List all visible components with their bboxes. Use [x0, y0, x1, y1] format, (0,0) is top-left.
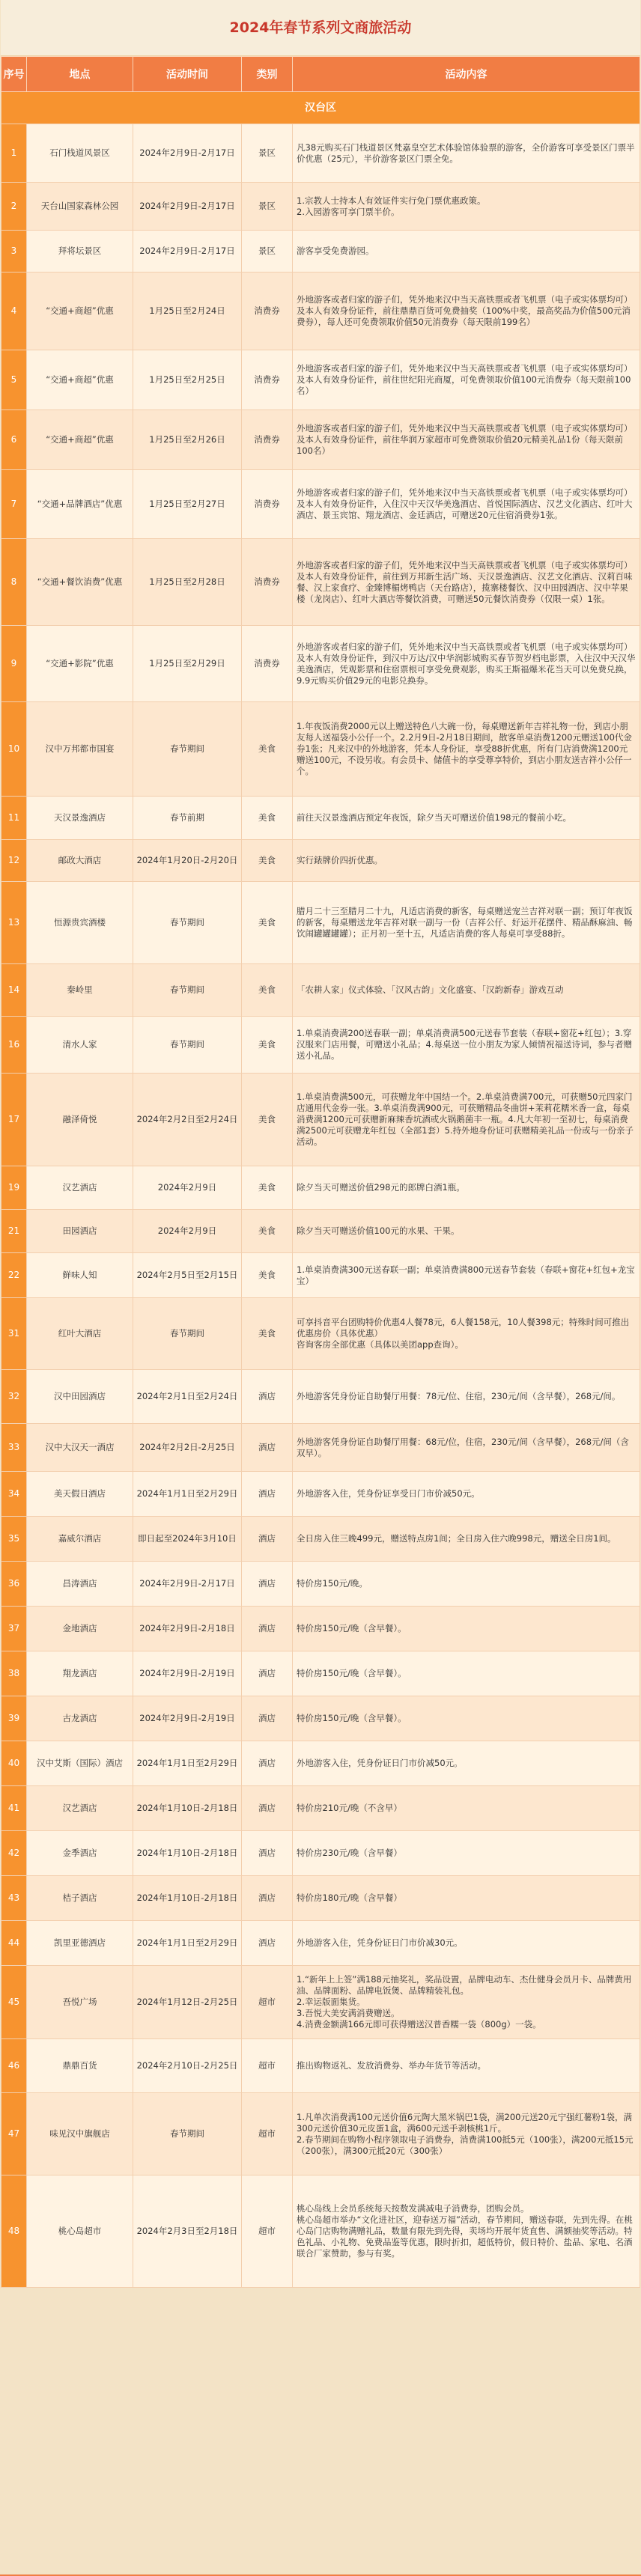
row-category: 超市 [242, 1966, 293, 2039]
header-time: 活动时间 [133, 57, 242, 92]
row-category: 美食 [242, 1210, 293, 1253]
row-time: 春节期间 [133, 1298, 242, 1370]
row-category: 美食 [242, 1166, 293, 1210]
row-place: 秦岭里 [27, 964, 133, 1017]
row-place: 邮政大酒店 [27, 840, 133, 882]
row-time: 春节期间 [133, 2093, 242, 2175]
row-place: 昌涛酒店 [27, 1562, 133, 1607]
row-place: 桔子酒店 [27, 1876, 133, 1921]
table-row [1, 1831, 640, 1876]
row-time: 2024年2月9日-2月17日 [133, 124, 242, 183]
table-row [1, 1517, 640, 1562]
row-place: 古龙酒店 [27, 1696, 133, 1741]
row-content: 推出购物返礼、发放消费券、举办年货节等活动。 [293, 2039, 640, 2093]
table-row [1, 183, 640, 231]
activity-table [1, 56, 640, 2288]
region-name: 汉台区 [1, 92, 640, 124]
row-number: 38 [1, 1651, 27, 1696]
row-number: 46 [1, 2039, 27, 2093]
row-content: 除夕当天可赠送价值298元的郎牌白酒1瓶。 [293, 1166, 640, 1210]
row-number: 37 [1, 1607, 27, 1651]
row-number: 5 [1, 350, 27, 410]
row-time: 春节期间 [133, 964, 242, 1017]
row-time: 2024年1月1日至2月29日 [133, 1741, 242, 1786]
table-row [1, 840, 640, 882]
row-place: 吾悦广场 [27, 1966, 133, 2039]
row-category: 美食 [242, 702, 293, 797]
table-row [1, 410, 640, 470]
row-place: 美天假日酒店 [27, 1472, 133, 1517]
row-category: 消费券 [242, 272, 293, 350]
row-place: 天汉景逸酒店 [27, 797, 133, 840]
row-category: 消费券 [242, 410, 293, 470]
row-number: 4 [1, 272, 27, 350]
row-number: 42 [1, 1831, 27, 1876]
row-time: 春节期间 [133, 1017, 242, 1074]
table-row [1, 1786, 640, 1831]
table-row [1, 539, 640, 626]
row-time: 1月25日至2月27日 [133, 470, 242, 539]
row-category: 消费券 [242, 470, 293, 539]
row-time: 1月25日至2月29日 [133, 626, 242, 702]
row-number: 16 [1, 1017, 27, 1074]
row-content: 外地游客入住，凭身份证日门市价减50元。 [293, 1741, 640, 1786]
row-time: 2024年2月1日至2月24日 [133, 1370, 242, 1424]
row-place: 天台山国家森林公园 [27, 183, 133, 231]
row-place: 汉中万邦都市国宴 [27, 702, 133, 797]
row-content: 特价房150元/晚（含早餐）。 [293, 1696, 640, 1741]
row-category: 超市 [242, 2175, 293, 2288]
row-category: 美食 [242, 840, 293, 882]
row-number: 13 [1, 882, 27, 964]
row-place: 清水人家 [27, 1017, 133, 1074]
row-category: 酒店 [242, 1786, 293, 1831]
table-row [1, 964, 640, 1017]
row-time: 1月25日至2月25日 [133, 350, 242, 410]
table-row [1, 350, 640, 410]
table-row [1, 124, 640, 183]
row-number: 3 [1, 231, 27, 272]
row-place: 味见汉中旗舰店 [27, 2093, 133, 2175]
row-number: 45 [1, 1966, 27, 2039]
row-time: 2024年2月9日 [133, 1210, 242, 1253]
row-content: 特价房150元/晚。 [293, 1562, 640, 1607]
row-content: 凡38元购买石门栈道景区梵嘉皇空艺术体验馆体验票的游客，全价游客可享受景区门票半价优惠（25元），半价游客景区门票全免。 [293, 124, 640, 183]
row-time: 2024年1月10日-2月18日 [133, 1786, 242, 1831]
row-number: 44 [1, 1921, 27, 1966]
table-row [1, 702, 640, 797]
row-time: 2024年2月10日-2月25日 [133, 2039, 242, 2093]
row-category: 酒店 [242, 1370, 293, 1424]
row-category: 景区 [242, 183, 293, 231]
row-place: 鼎鼎百货 [27, 2039, 133, 2093]
table-row [1, 470, 640, 539]
row-place: “交通+影院”优惠 [27, 626, 133, 702]
row-number: 48 [1, 2175, 27, 2288]
table-row [1, 1298, 640, 1370]
row-category: 景区 [242, 124, 293, 183]
row-time: 2024年2月9日-2月19日 [133, 1696, 242, 1741]
row-content: 1.单桌消费满200送春联一副；单桌消费满500元送春节套装（春联+窗花+红包）；3.穿汉服来门店用餐，可赠送小礼品；4.每桌送一位小朋友为家人倾情祝福送诗词，参与者赠送小礼品。 [293, 1017, 640, 1074]
row-category: 酒店 [242, 1921, 293, 1966]
header-place: 地点 [27, 57, 133, 92]
row-category: 美食 [242, 882, 293, 964]
row-category: 美食 [242, 797, 293, 840]
row-content: 外地游客或者归家的游子们，凭外地来汉中当天高铁票或者飞机票（电子或实体票均可）及本人有效身份证件，前往到万邦新生活广场、天汉景逸酒店、汉艺文化酒店、汉莉百味餐、汉上家食疗、金臻博楣烤鸭店（天台路店），揽寨楼餐饮、汉中田园酒店、汉中苹果楼（龙岗店）、红叶大酒店等餐饮消费，可赠送50元餐饮消费券（仅限一桌）1张。 [293, 539, 640, 626]
row-time: 2024年1月1日至2月29日 [133, 1472, 242, 1517]
table-row [1, 1921, 640, 1966]
row-time: 1月25日至2月26日 [133, 410, 242, 470]
row-content: 前往天汉景逸酒店预定年夜饭，除夕当天可赠送价值198元的餐前小吃。 [293, 797, 640, 840]
row-content: 特价房150元/晚（含早餐）。 [293, 1651, 640, 1696]
page-title: 2024年春节系列文商旅活动 [1, 0, 640, 56]
table-row [1, 1966, 640, 2039]
table-row [1, 1562, 640, 1607]
row-place: 汉中田园酒店 [27, 1370, 133, 1424]
table-row [1, 1876, 640, 1921]
header-content: 活动内容 [293, 57, 640, 92]
row-category: 酒店 [242, 1607, 293, 1651]
row-number: 6 [1, 410, 27, 470]
row-place: 田园酒店 [27, 1210, 133, 1253]
row-number: 39 [1, 1696, 27, 1741]
row-place: 翔龙酒店 [27, 1651, 133, 1696]
row-place: 红叶大酒店 [27, 1298, 133, 1370]
row-content: 外地游客或者归家的游子们，凭外地来汉中当天高铁票或者飞机票（电子或实体票均可）及本人有效身份证件，前往鼎鼎百货可免费抽奖（100%中奖，最高奖品为价值500元消费券），每人还可免费领取价值50元消费券（每天限前199名） [293, 272, 640, 350]
table-row [1, 1370, 640, 1424]
row-time: 春节前期 [133, 797, 242, 840]
row-place: “交通+商超”优惠 [27, 410, 133, 470]
row-time: 2024年2月9日-2月18日 [133, 1607, 242, 1651]
row-number: 12 [1, 840, 27, 882]
row-time: 2024年1月20日-2月20日 [133, 840, 242, 882]
row-number: 41 [1, 1786, 27, 1831]
row-place: “交通+品牌酒店”优惠 [27, 470, 133, 539]
row-category: 消费券 [242, 626, 293, 702]
row-time: 1月25日至2月28日 [133, 539, 242, 626]
row-time: 2024年2月9日-2月17日 [133, 183, 242, 231]
row-category: 景区 [242, 231, 293, 272]
row-time: 2024年2月9日-2月17日 [133, 231, 242, 272]
row-content: 除夕当天可赠送价值100元的水果、干果。 [293, 1210, 640, 1253]
table-row [1, 1472, 640, 1517]
row-place: 鲜味人知 [27, 1253, 133, 1298]
row-number: 17 [1, 1074, 27, 1166]
table-row [1, 2039, 640, 2093]
row-place: 桃心岛超市 [27, 2175, 133, 2288]
row-place: 汉中艾斯（国际）酒店 [27, 1741, 133, 1786]
table-row [1, 1607, 640, 1651]
row-number: 10 [1, 702, 27, 797]
row-category: 酒店 [242, 1517, 293, 1562]
row-category: 超市 [242, 2039, 293, 2093]
table-row [1, 1741, 640, 1786]
row-place: 汉艺酒店 [27, 1786, 133, 1831]
row-place: 凯里亚德酒店 [27, 1921, 133, 1966]
row-place: 恒源贵宾酒楼 [27, 882, 133, 964]
row-time: 2024年1月1日至2月29日 [133, 1921, 242, 1966]
row-number: 9 [1, 626, 27, 702]
row-place: 汉艺酒店 [27, 1166, 133, 1210]
row-time: 2024年2月2日-2月25日 [133, 1424, 242, 1472]
table-row [1, 1074, 640, 1166]
row-number: 31 [1, 1298, 27, 1370]
row-content: 外地游客凭身份证自助餐厅用餐：78元/位、住宿，230元/间（含早餐），268元/间。 [293, 1370, 640, 1424]
table-row [1, 272, 640, 350]
row-content: 1.单桌消费满500元，可获赠龙年中国结一个。2.单桌消费满700元，可获赠50元四家门店通用代金券一张。3.单桌消费满900元，可获赠精品冬曲饼+茉莉花糯米香一盒，每桌消费满1200元可获赠新麻辣香坑酒或火锅鹅菌丰一瓶。4.凡大年初一至初七，每桌消费满2500元可获赠龙年红包（全部1套）5.持外地身份证可获赠精美礼品一份或与一份亲子活动。 [293, 1074, 640, 1166]
row-category: 超市 [242, 2093, 293, 2175]
row-content: 外地游客或者归家的游子们，凭外地来汉中当天高铁票或者飞机票（电子或实体票均可）及本人有效身份证件，前往世纪阳光商厦，可免费领取价值100元消费券（每天限前100名） [293, 350, 640, 410]
row-category: 消费券 [242, 539, 293, 626]
row-place: 金地酒店 [27, 1607, 133, 1651]
row-place: “交通+商超”优惠 [27, 272, 133, 350]
row-category: 美食 [242, 1298, 293, 1370]
table-row [1, 1253, 640, 1298]
row-category: 酒店 [242, 1696, 293, 1741]
row-category: 酒店 [242, 1562, 293, 1607]
table-row [1, 1651, 640, 1696]
table-row [1, 1166, 640, 1210]
row-time: 2024年2月5日至2月15日 [133, 1253, 242, 1298]
table-row [1, 1017, 640, 1074]
row-number: 1 [1, 124, 27, 183]
row-content: 腊月二十三至腊月二十九，凡适店消费的新客，每桌赠送宠兰吉祥对联一副；预订年夜饭的新客，每桌赠送龙年吉祥对联一副与一份（吉祥公仔、好运开花摆件、精品酥麻油、畅饮闹罐罐罐罐）；正月初一至十五，凡适店消费的客人每桌可享受88折。 [293, 882, 640, 964]
region-row [1, 92, 640, 124]
row-time: 2024年2月9日-2月17日 [133, 1562, 242, 1607]
row-number: 34 [1, 1472, 27, 1517]
row-time: 2024年1月12日-2月25日 [133, 1966, 242, 2039]
row-time: 春节期间 [133, 702, 242, 797]
row-content: 全日房入住三晚499元，赠送特点房1间；全日房入住六晚998元，赠送全日房1间。 [293, 1517, 640, 1562]
row-content: 特价房210元/晚（不含早） [293, 1786, 640, 1831]
row-number: 21 [1, 1210, 27, 1253]
row-number: 11 [1, 797, 27, 840]
row-category: 美食 [242, 1253, 293, 1298]
row-category: 酒店 [242, 1831, 293, 1876]
row-number: 8 [1, 539, 27, 626]
row-content: 外地游客或者归家的游子们，凭外地来汉中当天高铁票或者飞机票（电子或实体票均可）及本人有效身份证件，入住汉中天汉华美逸酒店、首悦国际酒店、汉艺文化酒店、红叶大酒店、景玉宾馆、翔龙酒店、金廷酒店，可赠送20元住宿消费券1张。 [293, 470, 640, 539]
row-category: 美食 [242, 1074, 293, 1166]
row-place: 石门栈道风景区 [27, 124, 133, 183]
row-time: 2024年2月9日 [133, 1166, 242, 1210]
row-place: 拜将坛景区 [27, 231, 133, 272]
header-category: 类别 [242, 57, 293, 92]
row-category: 消费券 [242, 350, 293, 410]
row-place: 嘉威尔酒店 [27, 1517, 133, 1562]
row-content: 实行錶牌价四折优惠。 [293, 840, 640, 882]
row-time: 春节期间 [133, 882, 242, 964]
row-time: 1月25日至2月24日 [133, 272, 242, 350]
table-row [1, 2093, 640, 2175]
table-body [1, 92, 640, 2288]
row-place: 融泽倚悦 [27, 1074, 133, 1166]
row-content: 外地游客入住，凭身份证享受日门市价减50元。 [293, 1472, 640, 1517]
row-content: 外地游客入住，凭身份证日门市价减30元。 [293, 1921, 640, 1966]
row-content: 1.宗教人士持本人有效证件实行免门票优惠政策。 2.入园游客可享门票半价。 [293, 183, 640, 231]
row-content: 1.凡单次消费满100元送价值6元陶大黑米锅巴1袋，满200元送20元宁强红薯粉1袋，满300元送价值30元皮蛋1盒，满600元送手剥核桃1斤。 2.春节期间在购物小程序领取电子消费券，消费满100抵5元（100张），满200元抵15元（200张），满300元抵20元（300张） [293, 2093, 640, 2175]
row-number: 2 [1, 183, 27, 231]
row-number: 43 [1, 1876, 27, 1921]
row-time: 2024年2月9日-2月19日 [133, 1651, 242, 1696]
table-row [1, 1424, 640, 1472]
row-number: 35 [1, 1517, 27, 1562]
row-number: 14 [1, 964, 27, 1017]
row-content: 特价房180元/晚（含早餐） [293, 1876, 640, 1921]
row-time: 2024年2月2日至2月24日 [133, 1074, 242, 1166]
row-number: 33 [1, 1424, 27, 1472]
row-content: 桃心岛线上会员系统每天按数发满减电子消费券，团购会员。 桃心岛超市举办“文化进社区，迎春送万福”活动，春节期间，赠送春联，先到先得。在桃心岛门店购物满赠礼品，数量有限先到先得，卖场均开展年货直售、满额抽奖等活动。特色礼品、小礼物、免费品鉴等优惠，限时折扣，超低特价，假日特价、盐品、家电、名酒联合厂家赞助，参与有奖。 [293, 2175, 640, 2288]
row-category: 美食 [242, 964, 293, 1017]
row-category: 酒店 [242, 1651, 293, 1696]
row-category: 美食 [242, 1017, 293, 1074]
row-number: 32 [1, 1370, 27, 1424]
row-content: 「农耕人家」仪式体验、「汉风古韵」文化盛宴、「汉韵新春」游戏互动 [293, 964, 640, 1017]
table-row [1, 231, 640, 272]
table-row [1, 1696, 640, 1741]
row-category: 酒店 [242, 1741, 293, 1786]
row-category: 酒店 [242, 1472, 293, 1517]
table-row [1, 2175, 640, 2288]
row-number: 19 [1, 1166, 27, 1210]
row-place: 汉中大汉天一酒店 [27, 1424, 133, 1472]
row-content: 游客享受免费游园。 [293, 231, 640, 272]
table-row [1, 882, 640, 964]
row-content: 外地游客或者归家的游子们，凭外地来汉中当天高铁票或者飞机票（电子或实体票均可）及本人有效身份证件，前往华润万家超市可免费领取价值20元精美礼品1份（每天限前100名） [293, 410, 640, 470]
row-number: 47 [1, 2093, 27, 2175]
row-category: 酒店 [242, 1424, 293, 1472]
row-time: 即日起至2024年3月10日 [133, 1517, 242, 1562]
header-no: 序号 [1, 57, 27, 92]
row-number: 36 [1, 1562, 27, 1607]
row-number: 40 [1, 1741, 27, 1786]
table-row [1, 626, 640, 702]
row-content: 外地游客或者归家的游子们，凭外地来汉中当天高铁票或者飞机票（电子或实体票均可）及本人有效身份证件，到汉中万达/汉中华润影城购买春节贺岁档电影票，入住汉中天汉华美逸酒店，凭观影票和住宿票根可享受免费观影，购买王斯福爆米花当天可以免费兑换，9.9元购买价值29元的电影兑换券。 [293, 626, 640, 702]
row-time: 2024年2月3日至2月18日 [133, 2175, 242, 2288]
row-place: “交通+商超”优惠 [27, 350, 133, 410]
row-content: 1.年夜饭消费2000元以上赠送特色八大碗一份，每桌赠送新年吉祥礼物一份，到店小朋友每人送福袋小公仔一个。2.2月9日-2月18日期间，散客单桌消费1200元赠送100代金券1张；凡来汉中的外地游客，凭本人身份证，享受88折优惠，所有门店消费满1200元赠送100元，不设另收。有会员卡、储值卡的享受尊享特价，到店小朋友送吉祥小公仔一个。 [293, 702, 640, 797]
row-content: 1.单桌消费满300元送春联一副；单桌消费满800元送春节套装（春联+窗花+红包+龙宝宝） [293, 1253, 640, 1298]
row-content: 外地游客凭身份证自助餐厅用餐：68元/位，住宿，230元/间（含早餐），268元/间（含双早）。 [293, 1424, 640, 1472]
row-number: 22 [1, 1253, 27, 1298]
row-time: 2024年1月10日-2月18日 [133, 1831, 242, 1876]
table-row [1, 797, 640, 840]
row-content: 特价房150元/晚（含早餐）。 [293, 1607, 640, 1651]
row-place: “交通+餐饮消费”优惠 [27, 539, 133, 626]
row-content: 1.“新年上上签”满188元抽奖礼，奖品设置，品牌电动车、杰仕健身会员月卡、品牌黄用油、品牌面粉、品牌电饭煲、品牌精装礼包。 2.幸运版面集货。 3.吾悦大美安满消费赠送。 4.消费金额满166元即可获得赠送汉普香糯一袋（800g）一袋。 [293, 1966, 640, 2039]
row-category: 酒店 [242, 1876, 293, 1921]
table-header-row [1, 57, 640, 92]
row-place: 金季酒店 [27, 1831, 133, 1876]
row-number: 7 [1, 470, 27, 539]
row-content: 特价房230元/晚（含早餐） [293, 1831, 640, 1876]
row-time: 2024年1月10日-2月18日 [133, 1876, 242, 1921]
row-content: 可享抖音平台团购特价优惠4人餐78元，6人餐158元，10人餐398元；特殊时间可推出优惠房价（具体优惠） 咨询客房全部优惠（具体以美团app查询）。 [293, 1298, 640, 1370]
table-row [1, 1210, 640, 1253]
